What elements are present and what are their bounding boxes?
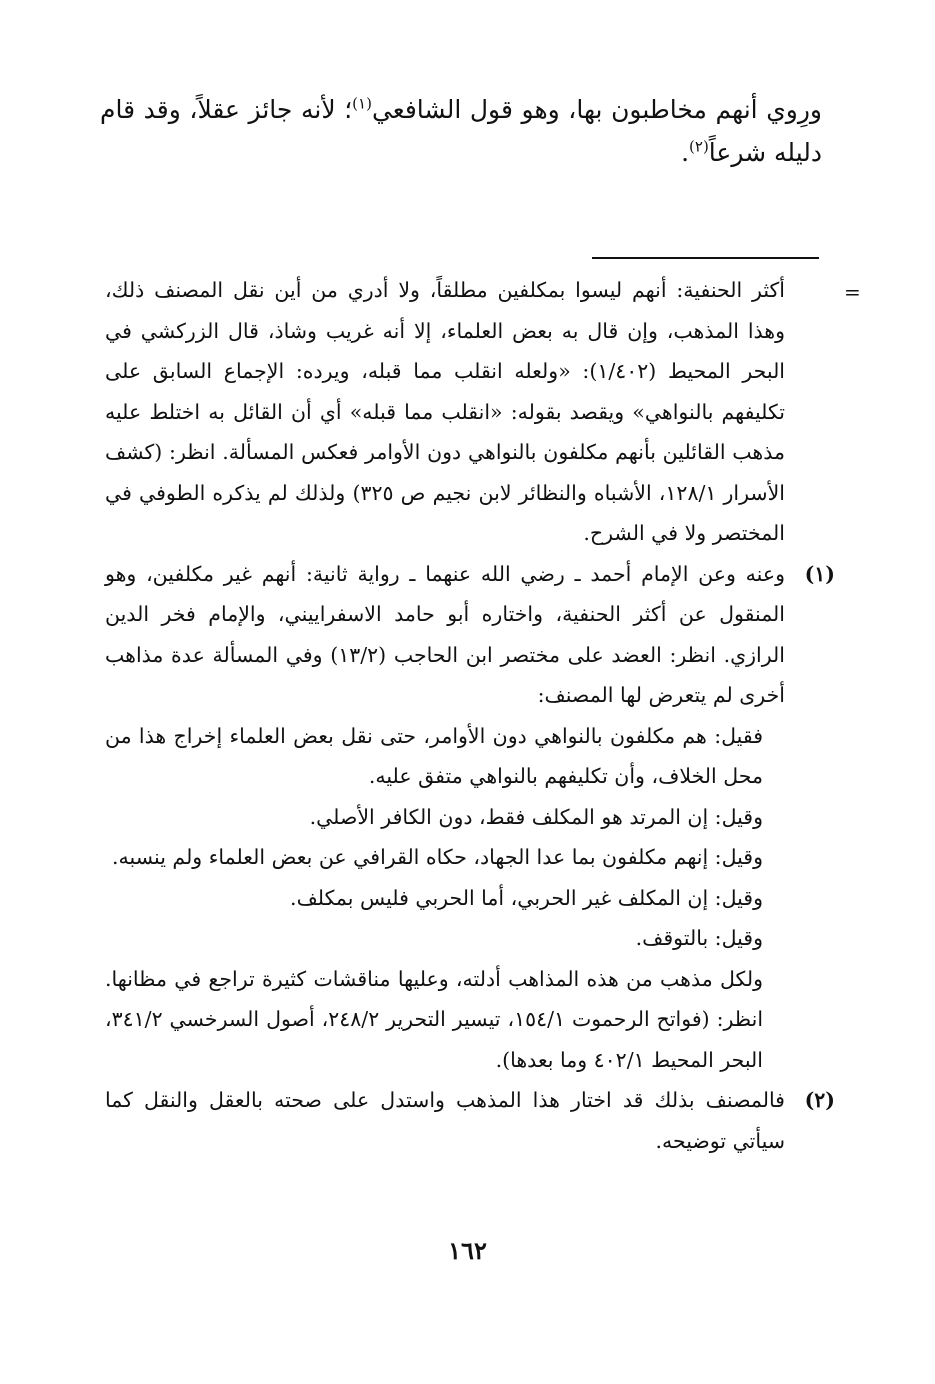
footnote-carryover: أكثر الحنفية: أنهم ليسوا بمكلفين مطلقاً، ولا أدري من أين نقل المصنف ذلك، وهذا المذهب، وإن قال به بعض العلماء، إلا أنه غريب وشاذ، قال الزركشي في البحر المحيط (١/٤٠٢): «ولعله انقلب مما قبله، ويرده: الإجماع السابق على تكليفهم بالنواهي» ويقصد بقوله: «انقلب مما قبله» أي أن القائل به اختلط عليه مذهب القائلين بأنهم مكلفون بالنواهي دون الأوامر فعكس المسألة. انظر: (كشف الأسرار ١٢٨/١، الأشباه والنظائر لابن نجيم ص ٣٢٥) ولذلك لم يذكره الطوفي في المختصر ولا في الشرح.	[105, 278, 786, 545]
footnote-ref-1: (١)	[352, 94, 372, 113]
page-number: ١٦٢	[448, 1236, 487, 1265]
footnote-1-text: وعنه وعن الإمام أحمد ـ رضي الله عنهما ـ رواية ثانية: أنهم غير مكلفين، وهو المنقول عن أكثر الحنفية، واختاره أبو حامد الاسفراييني، والإمام فخر الدين الرازي. انظر: العضد على مختصر ابن الحاجب (١٣/٢) وفي المسألة عدة مذاهب أخرى لم يتعرض لها المصنف:	[105, 561, 785, 707]
footnotes-section	[105, 270, 835, 1161]
footnote-1	[105, 554, 835, 1081]
footnote-2	[105, 1080, 835, 1161]
continuation-mark: =	[844, 280, 861, 304]
main-text-paragraph	[100, 88, 822, 174]
footnote-1-opinion-1: فقيل: هم مكلفون بالنواهي دون الأوامر، حتى نقل بعض العلماء إخراج هذا من محل الخلاف، وأن تكليفهم بالنواهي متفق عليه.	[105, 723, 763, 788]
footnote-1-number: (١)	[804, 561, 835, 586]
footnote-2-number: (٢)	[804, 1088, 835, 1112]
main-text-part-2: ؛ لأنه جائز عقلاً، وقد قام دليله شرعاً	[100, 95, 822, 167]
footnote-1-opinion-5: وقيل: بالتوقف.	[635, 926, 763, 950]
footnote-1-conclusion: ولكل مذهب من هذه المذاهب أدلته، وعليها مناقشات كثيرة تراجع في مظانها. انظر: (فواتح الرحموت ١٥٤/١، تيسير التحرير ٢٤٨/٢، أصول السرخسي ٣٤١/٢، البحر المحيط ٤٠٢/١ وما بعدها).	[105, 966, 764, 1072]
footnote-2-text: فالمصنف بذلك قد اختار هذا المذهب واستدل على صحته بالعقل والنقل كما سيأتي توضيحه.	[105, 1088, 785, 1153]
main-text-part-1: ورِوي أنهم مخاطبون بها، وهو قول الشافعي	[371, 95, 823, 124]
footnote-1-opinion-2: وقيل: إن المرتد هو المكلف فقط، دون الكافر الأصلي.	[309, 804, 763, 829]
main-text-part-3: .	[681, 138, 690, 167]
footnote-1-opinion-4: وقيل: إن المكلف غير الحربي، أما الحربي فليس بمكلف.	[290, 885, 763, 910]
footnote-ref-2: (٢)	[689, 137, 709, 156]
footnote-separator	[592, 257, 819, 259]
footnote-1-opinion-3: وقيل: إنهم مكلفون بما عدا الجهاد، حكاه القرافي عن بعض العلماء ولم ينسبه.	[112, 845, 763, 869]
